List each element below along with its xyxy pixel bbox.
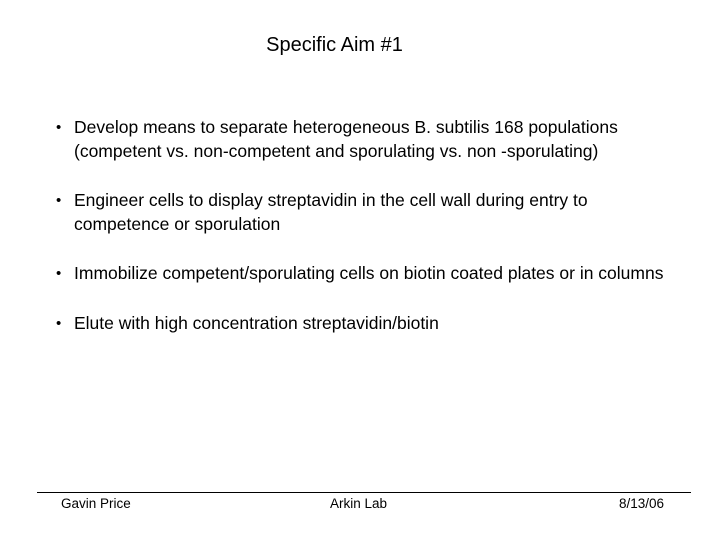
- bullet-list: [56, 116, 676, 361]
- bullet-item-engineer-cells: [56, 189, 676, 236]
- bullet-icon: •: [56, 119, 62, 136]
- bullet-item-elute: [56, 312, 676, 336]
- slide-title: Specific Aim #1: [266, 34, 403, 56]
- footer-divider: [37, 492, 691, 493]
- bullet-item-separate-populations: [56, 116, 676, 163]
- bullet-text: Immobilize competent/sporulating cells on biotin coated plates or in columns: [74, 263, 664, 283]
- bullet-text: Elute with high concentration streptavidin/biotin: [74, 312, 439, 333]
- footer-author: Gavin Price: [61, 496, 131, 511]
- bullet-text: Develop means to separate heterogeneous B. subtilis 168 populations (competent vs. non-competent and sporulating vs. non -sporulating): [74, 117, 618, 161]
- footer-lab: Arkin Lab: [330, 496, 388, 511]
- bullet-item-immobilize-cells: [56, 262, 676, 286]
- bullet-icon: •: [56, 314, 62, 332]
- bullet-icon: •: [56, 192, 62, 209]
- bullet-text: Engineer cells to display streptavidin in the cell wall during entry to competence or sporulation: [74, 190, 588, 234]
- bullet-icon: •: [56, 265, 62, 282]
- footer-date: 8/13/06: [619, 496, 665, 511]
